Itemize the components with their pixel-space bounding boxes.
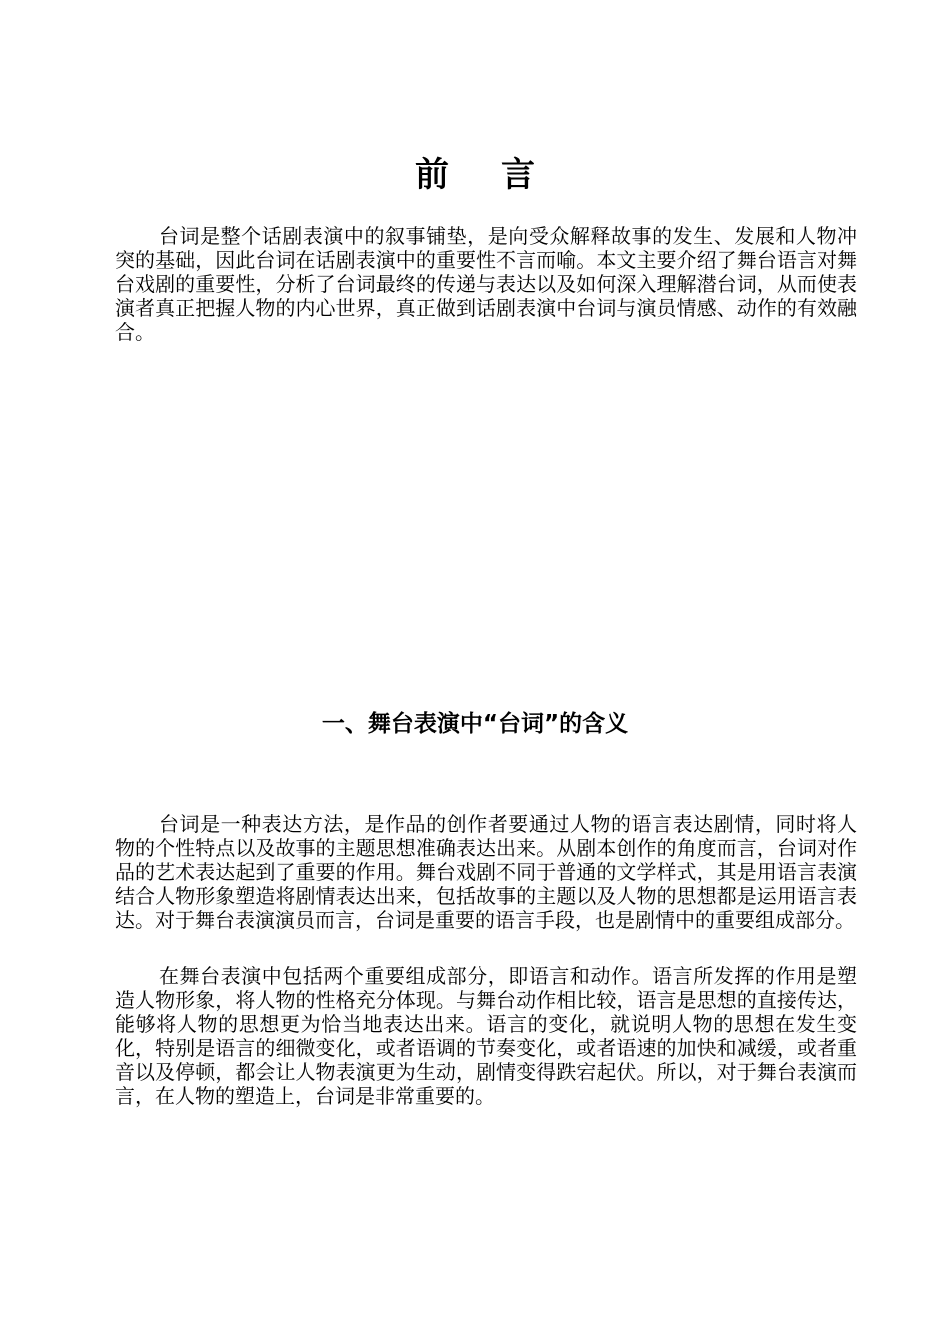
intro-paragraph: 台词是整个话剧表演中的叙事铺垫，是向受众解释故事的发生、发展和人物冲突的基础，因此台词在话剧表演中的重要性不言而喻。本文主要介绍了舞台语言对舞台戏剧的重要性，分析了台词最终的传递与表达以及如何深入理解潜台词，从而使表演者真正把握人物的内心世界，真正做到话剧表演中台词与演员情感、动作的有效融合。 [115,224,857,344]
section-heading: 一、舞台表演中“台词”的含义 [321,711,629,737]
page-title: 前言 [415,155,587,195]
body-paragraph: 在舞台表演中包括两个重要组成部分，即语言和动作。语言所发挥的作用是塑造人物形象，将人物的性格充分体现。与舞台动作相比较，语言是思想的直接传达，能够将人物的思想更为恰当地表达出来。语言的变化，就说明人物的思想在发生变化，特别是语言的细微变化，或者语调的节奏变化，或者语速的加快和减缓，或者重音以及停顿，都会让人物表演更为生动，剧情变得跌宕起伏。所以，对于舞台表演而言，在人物的塑造上，台词是非常重要的。 [115,964,857,1108]
body-paragraph: 台词是一种表达方法，是作品的创作者要通过人物的语言表达剧情，同时将人物的个性特点以及故事的主题思想准确表达出来。从剧本创作的角度而言，台词对作品的艺术表达起到了重要的作用。舞台戏剧不同于普通的文学样式，其是用语言表演结合人物形象塑造将剧情表达出来，包括故事的主题以及人物的思想都是运用语言表达。对于舞台表演演员而言，台词是重要的语言手段，也是剧情中的重要组成部分。 [115,812,857,932]
